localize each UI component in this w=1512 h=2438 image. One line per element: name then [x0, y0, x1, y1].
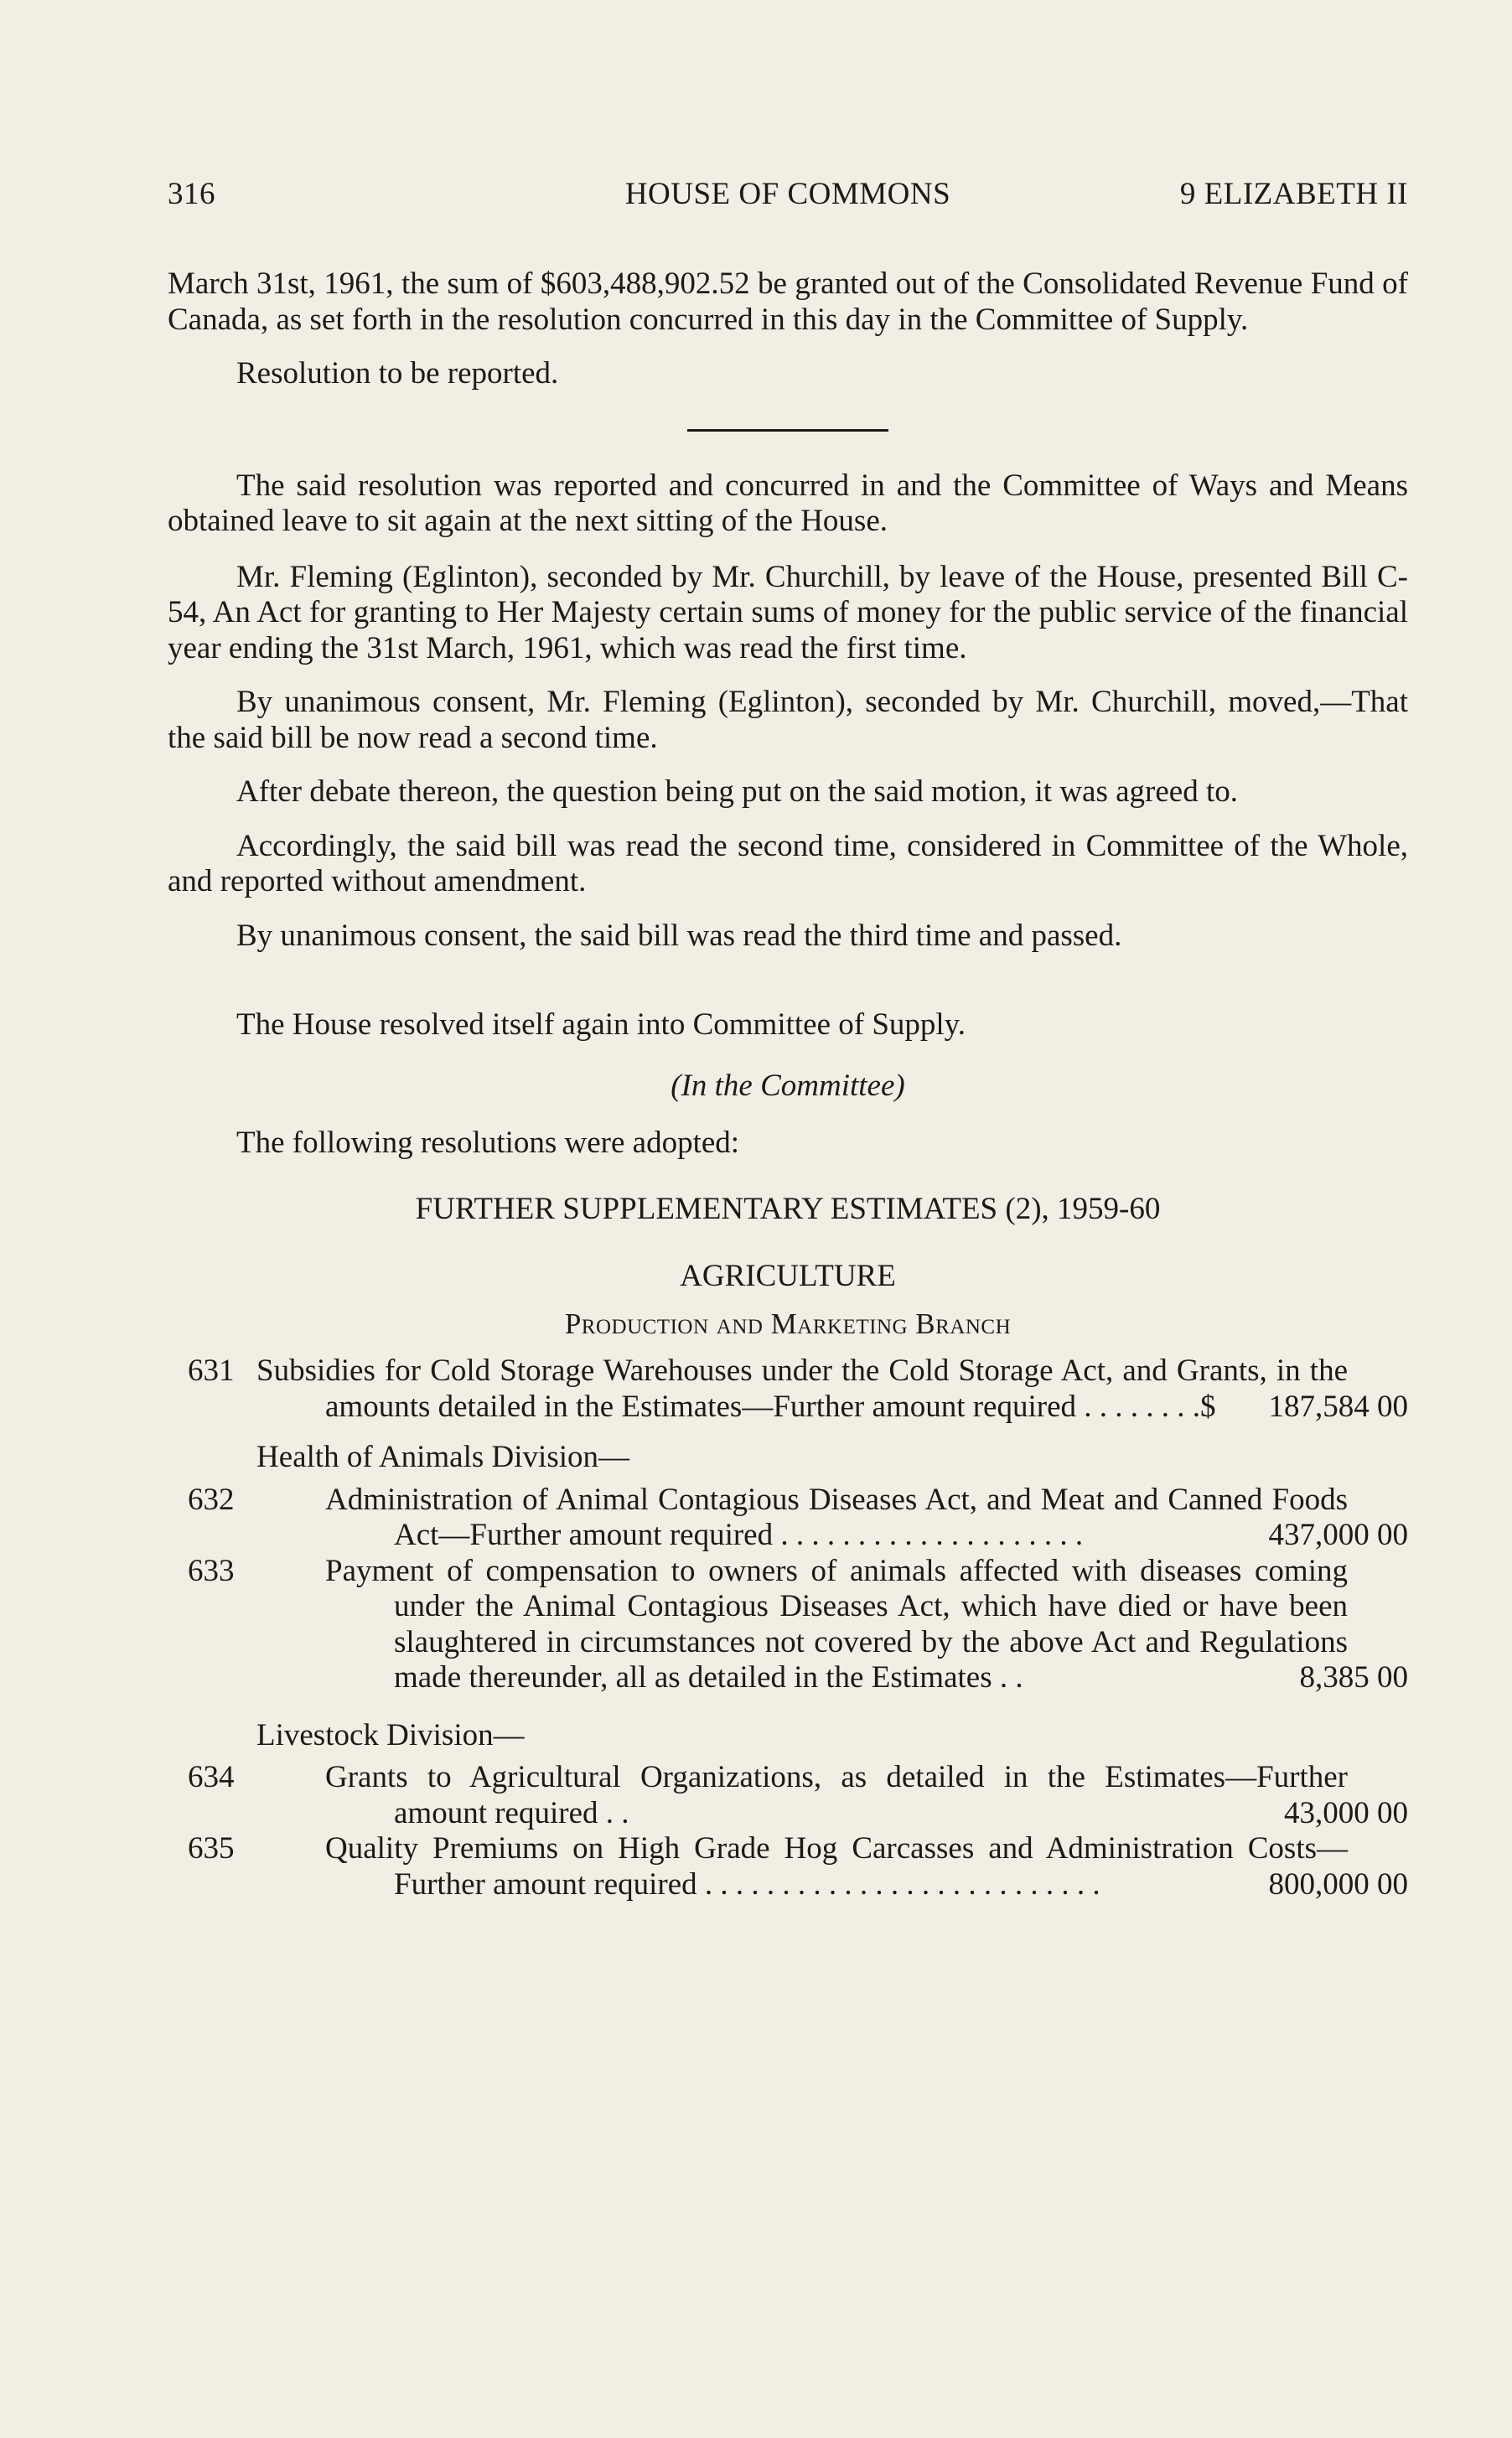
vote-description: Grants to Agricultural Organizations, as detailed in the Estimates—Further amount required . .: [325, 1760, 1348, 1830]
estimate-item: [168, 1760, 1408, 1831]
estimates-table: [168, 1354, 1408, 1902]
page-header: [168, 176, 1408, 218]
vote-number: 632: [188, 1482, 235, 1517]
estimates-heading: FURTHER SUPPLEMENTARY ESTIMATES (2), 1959-60: [415, 1191, 1161, 1226]
vote-number: 634: [188, 1760, 235, 1794]
vote-number: 631: [188, 1354, 235, 1388]
vote-amount: 800,000 00: [1268, 1866, 1408, 1902]
section-divider: [687, 429, 888, 432]
paragraph: After debate thereon, the question being put on the said motion, it was agreed to.: [236, 774, 1238, 809]
vote-amount: 43,000 00: [1284, 1795, 1408, 1830]
vote-number: 635: [188, 1831, 235, 1866]
estimate-item: [168, 1354, 1408, 1425]
paragraph: By unanimous consent, the said bill was read the third time and passed.: [236, 918, 1122, 953]
paragraph: By unanimous consent, Mr. Fleming (Eglinton), seconded by Mr. Churchill, moved,—That the said bill be now read a second time.: [168, 685, 1408, 755]
vote-description: Payment of compensation to owners of animals affected with diseases coming under the Animal Contagious Diseases Act, which have died or have been slaughtered in circumstances not covered by the above Act and Regulations made thereunder, all as detailed in the Estimates . .: [325, 1553, 1348, 1695]
page-number: 316: [168, 177, 215, 211]
paragraph: Mr. Fleming (Eglinton), seconded by Mr. Churchill, by leave of the House, presented Bill C-54, An Act for granting to Her Majesty certain sums of money for the public service of the financial year ending the 31st March, 1961, which was read the first time.: [168, 559, 1408, 665]
vote-amount: 187,584 00: [1268, 1389, 1408, 1424]
paragraph: The House resolved itself again into Committee of Supply.: [236, 1007, 966, 1042]
estimate-item: [168, 1831, 1408, 1902]
estimate-item: [168, 1483, 1408, 1554]
vote-description: Subsidies for Cold Storage Warehouses under the Cold Storage Act, and Grants, in the amounts detailed in the Estimates—Further amount required . . . . . . . .$: [256, 1354, 1348, 1424]
vote-description: Administration of Animal Contagious Diseases Act, and Meat and Canned Foods Act—Further amount required . . . . . . . . . . . . . . . . . . . .: [325, 1482, 1348, 1552]
estimate-item: [168, 1554, 1408, 1696]
paragraph: Resolution to be reported.: [236, 356, 559, 391]
division-heading: Health of Animals Division—: [256, 1440, 629, 1474]
page-body: [168, 267, 1408, 1902]
paragraph: Accordingly, the said bill was read the second time, considered in Committee of the Whole, and reported without amendment.: [168, 828, 1408, 898]
session-label: 9 ELIZABETH II: [1179, 177, 1408, 211]
committee-note: (In the Committee): [671, 1068, 905, 1103]
paragraph: March 31st, 1961, the sum of $603,488,902.52 be granted out of the Consolidated Revenue Fund of Canada, as set forth in the resolution concurred in this day in the Committee of Supply.: [168, 267, 1408, 337]
vote-number: 633: [188, 1553, 235, 1588]
vote-amount: 8,385 00: [1299, 1660, 1408, 1695]
paragraph: The said resolution was reported and concurred in and the Committee of Ways and Means obtained leave to sit again at the next sitting of the House.: [168, 468, 1408, 538]
paragraph: The following resolutions were adopted:: [236, 1126, 740, 1160]
division-heading: Livestock Division—: [256, 1717, 525, 1752]
department-heading: AGRICULTURE: [680, 1259, 896, 1293]
running-title: HOUSE OF COMMONS: [624, 177, 951, 211]
vote-description: Quality Premiums on High Grade Hog Carcasses and Administration Costs—Further amount required . . . . . . . . . . . . . . . . . . . . . . . . . .: [325, 1831, 1348, 1902]
vote-amount: 437,000 00: [1268, 1518, 1408, 1552]
branch-heading: Production and Marketing Branch: [564, 1307, 1012, 1340]
